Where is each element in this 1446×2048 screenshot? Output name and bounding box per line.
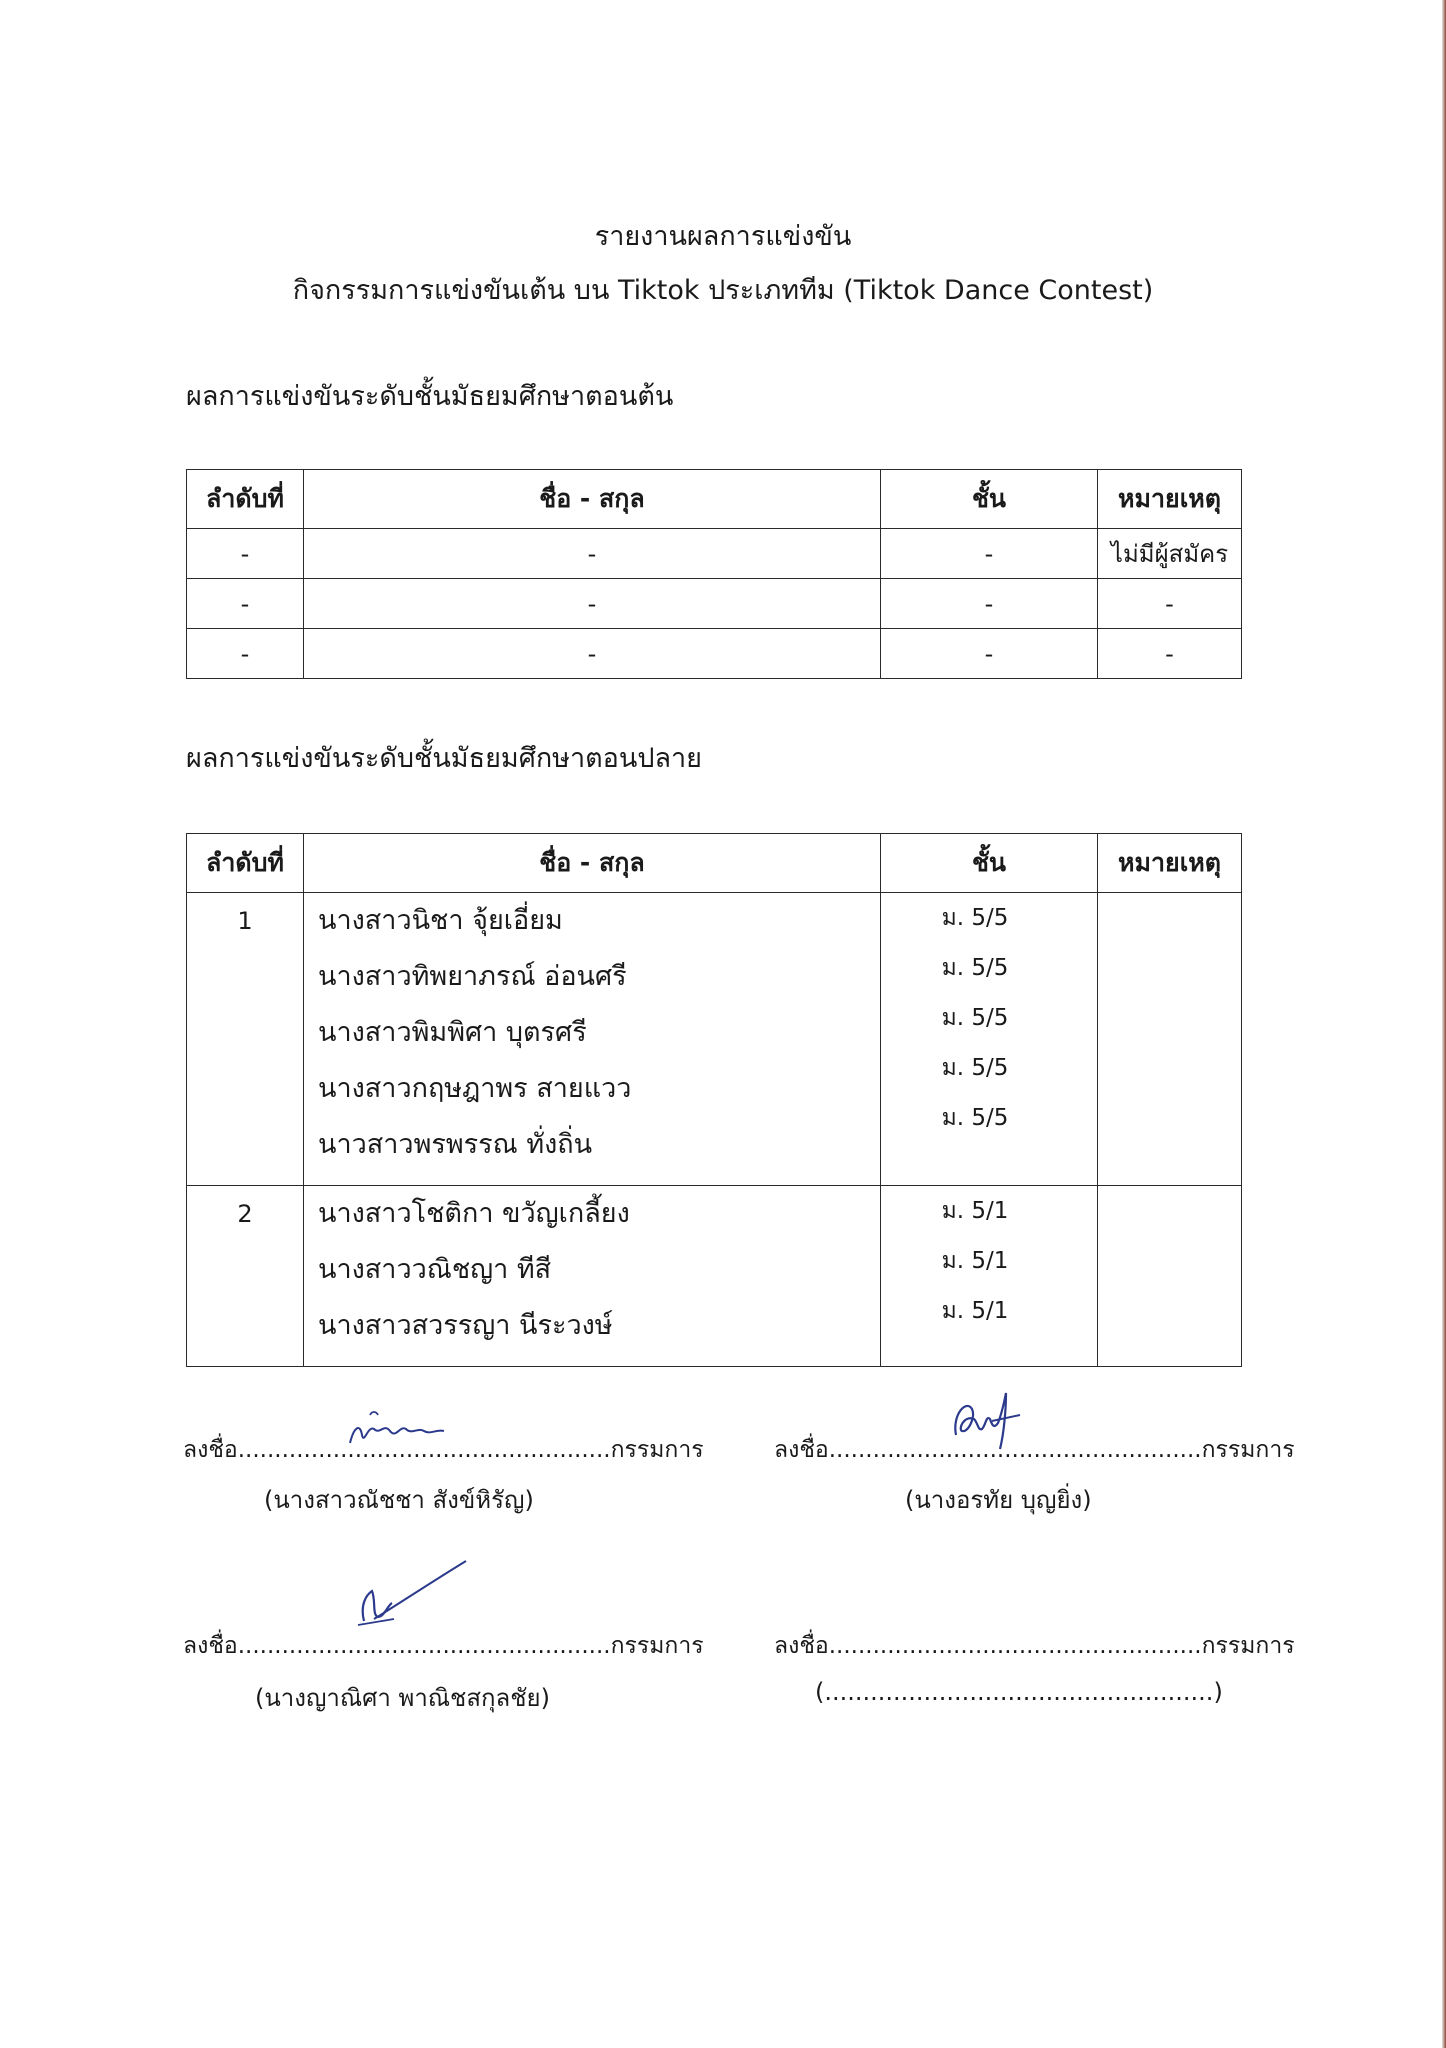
member-name: นางสาวนิชา จุ้ยเอี่ยม	[318, 905, 563, 936]
sign-label: ลงชื่อ	[774, 1437, 829, 1463]
document-title: รายงานผลการแข่งขัน	[594, 221, 852, 252]
document-subtitle: กิจกรรมการแข่งขันเต้น บน Tiktok ประเภททีม (Tiktok Dance Contest)	[292, 275, 1154, 306]
table-header-row	[187, 470, 1242, 529]
note-cell	[1098, 1186, 1242, 1367]
lower-secondary-heading: ผลการแข่งขันระดับชั้นมัธยมศึกษาตอนต้น	[186, 381, 674, 412]
signature-dots: ...................................................	[828, 1437, 1202, 1463]
column-header-note: หมายเหตุ	[1098, 834, 1242, 893]
sign-label: ลงชื่อ	[183, 1437, 238, 1463]
table-row	[187, 1186, 1242, 1367]
table-row	[187, 893, 1242, 1186]
sign-label: ลงชื่อ	[774, 1633, 829, 1659]
name-cell	[304, 893, 881, 1186]
note-cell: -	[1098, 579, 1242, 629]
upper-secondary-heading: ผลการแข่งขันระดับชั้นมัธยมศึกษาตอนปลาย	[186, 743, 703, 774]
signer-name-1: (นางสาวณัชชา สังข์หิรัญ)	[264, 1486, 534, 1514]
member-name: นางสาวกฤษฎาพร สายแวว	[318, 1073, 632, 1104]
upper-secondary-table	[186, 833, 1242, 1367]
grade-cell: -	[881, 629, 1098, 679]
table-row	[187, 629, 1242, 679]
member-grade: ม. 5/5	[941, 955, 1009, 981]
member-name: นางสาววณิชญา ทีสี	[318, 1254, 552, 1285]
signature-dots: ...................................................	[237, 1437, 611, 1463]
member-grade: ม. 5/5	[941, 1005, 1009, 1031]
member-grade: ม. 5/5	[941, 1105, 1009, 1131]
rank-cell: 2	[187, 1186, 304, 1367]
note-cell: ไม่มีผู้สมัคร	[1098, 529, 1242, 579]
table-header-row	[187, 834, 1242, 893]
member-name: นางสาวพิมพิศา บุตรศรี	[318, 1017, 587, 1048]
sign-label: ลงชื่อ	[183, 1633, 238, 1659]
signer-name-4: (...................................................)	[815, 1678, 1223, 1706]
column-header-rank: ลำดับที่	[187, 834, 304, 893]
signature-dots: ...................................................	[237, 1633, 611, 1659]
rank-cell: 1	[187, 893, 304, 1186]
member-grade: ม. 5/5	[941, 1055, 1009, 1081]
member-grade: ม. 5/1	[941, 1248, 1009, 1274]
role-label: กรรมการ	[1201, 1633, 1295, 1659]
column-header-rank: ลำดับที่	[187, 470, 304, 529]
member-name: นาวสาวพรพรรณ ทั่งถิ่น	[318, 1129, 593, 1160]
member-name: นางสาวสวรรญา นีระวงษ์	[318, 1310, 613, 1341]
column-header-note: หมายเหตุ	[1098, 470, 1242, 529]
member-grade: ม. 5/5	[941, 905, 1009, 931]
role-label: กรรมการ	[610, 1437, 704, 1463]
name-cell: -	[304, 629, 881, 679]
table-row	[187, 579, 1242, 629]
column-header-grade: ชั้น	[881, 470, 1098, 529]
signer-name-3: (นางญาณิศา พาณิชสกุลชัย)	[255, 1684, 550, 1712]
role-label: กรรมการ	[1201, 1437, 1295, 1463]
note-cell: -	[1098, 629, 1242, 679]
grade-cell: -	[881, 579, 1098, 629]
column-header-grade: ชั้น	[881, 834, 1098, 893]
grade-cell	[881, 1186, 1098, 1367]
note-cell	[1098, 893, 1242, 1186]
member-grade: ม. 5/1	[941, 1198, 1009, 1224]
lower-secondary-table	[186, 469, 1242, 679]
signature-line-4	[774, 1628, 1295, 1664]
signature-dots: ...................................................	[828, 1633, 1202, 1659]
handwritten-signature-3	[350, 1555, 470, 1635]
member-name: นางสาวโชติกา ขวัญเกลี้ยง	[318, 1198, 630, 1229]
member-grade: ม. 5/1	[941, 1298, 1009, 1324]
signature-line-2	[774, 1432, 1295, 1468]
column-header-name: ชื่อ - สกุล	[304, 834, 881, 893]
handwritten-signature-1	[340, 1405, 450, 1455]
role-label: กรรมการ	[610, 1633, 704, 1659]
name-cell: -	[304, 579, 881, 629]
rank-cell: -	[187, 629, 304, 679]
name-cell	[304, 1186, 881, 1367]
member-name: นางสาวทิพยาภรณ์ อ่อนศรี	[318, 961, 627, 992]
rank-cell: -	[187, 529, 304, 579]
handwritten-signature-2	[948, 1385, 1028, 1455]
name-cell: -	[304, 529, 881, 579]
table-row	[187, 529, 1242, 579]
grade-cell: -	[881, 529, 1098, 579]
signer-name-2: (นางอรทัย บุญยิ่ง)	[905, 1486, 1092, 1514]
rank-cell: -	[187, 579, 304, 629]
grade-cell	[881, 893, 1098, 1186]
column-header-name: ชื่อ - สกุล	[304, 470, 881, 529]
